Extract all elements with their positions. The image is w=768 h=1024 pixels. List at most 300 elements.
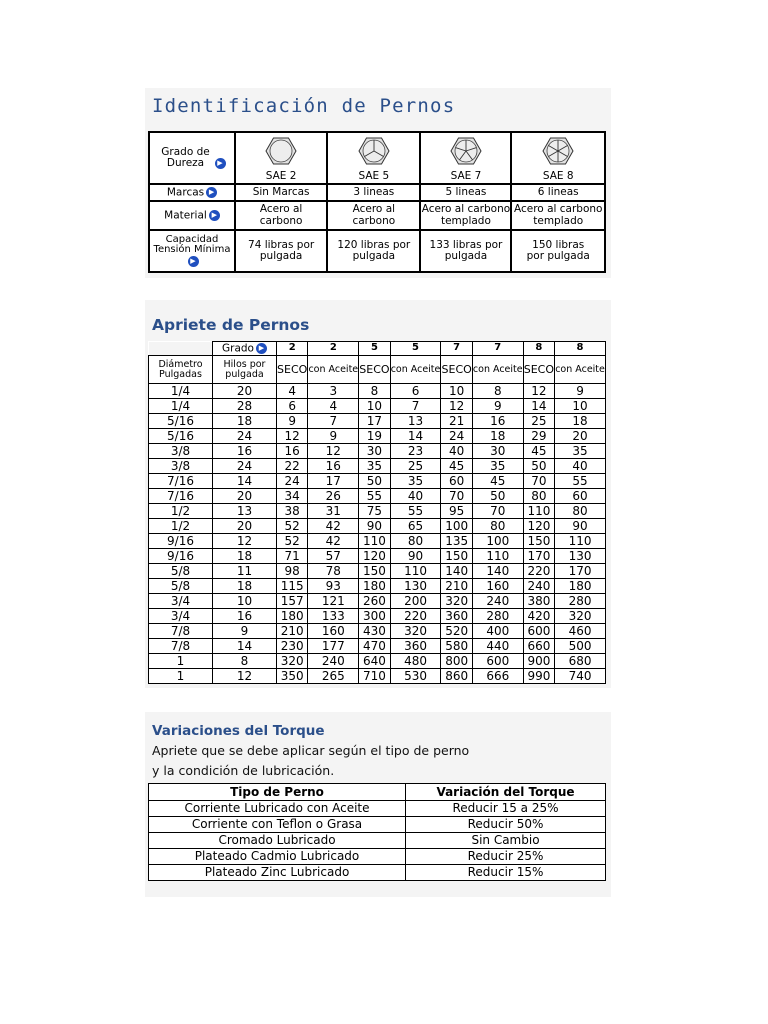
condition-header-cell: SECO — [359, 356, 390, 384]
table-cell: Reducir 50% — [406, 817, 606, 833]
table-cell: 10 — [213, 594, 277, 609]
table-cell: 80 — [555, 504, 606, 519]
table-cell: Plateado Zinc Lubricado — [149, 865, 406, 881]
table-cell: 55 — [390, 504, 441, 519]
table-cell: 12 — [523, 384, 554, 399]
table-cell: 10 — [555, 399, 606, 414]
info-icon[interactable]: ▶ — [256, 343, 267, 354]
table-cell: 6 — [277, 399, 308, 414]
info-icon[interactable]: ▶ — [215, 158, 226, 169]
table-cell: 110 — [472, 549, 523, 564]
table-cell: 42 — [308, 519, 359, 534]
cell-capacity: 120 libras por pulgada — [327, 230, 420, 272]
table-cell: 460 — [555, 624, 606, 639]
table-cell: 14 — [523, 399, 554, 414]
table-row — [149, 817, 606, 833]
table-cell: 360 — [441, 609, 472, 624]
grade-header-cell: 8 — [555, 342, 606, 356]
table-cell: 5/8 — [149, 564, 213, 579]
bolt-head-icon — [539, 134, 577, 168]
bolt-head-icon — [447, 134, 485, 168]
cell-grade: SAE 5 — [327, 132, 420, 184]
table-cell: 24 — [213, 429, 277, 444]
table-cell: 8 — [472, 384, 523, 399]
table-cell: 680 — [555, 654, 606, 669]
label-material: Material ▶ — [149, 201, 235, 230]
grade-header-cell: 2 — [277, 342, 308, 356]
table-cell: 24 — [441, 429, 472, 444]
table-cell: 35 — [555, 444, 606, 459]
table-cell: 21 — [441, 414, 472, 429]
row-grado — [149, 132, 605, 184]
table-row — [149, 849, 606, 865]
table-cell: 530 — [390, 669, 441, 684]
table-cell: 17 — [359, 414, 390, 429]
table-cell: 34 — [277, 489, 308, 504]
table-cell: 220 — [390, 609, 441, 624]
table-cell: 220 — [523, 564, 554, 579]
table-cell: 990 — [523, 669, 554, 684]
table-cell: 170 — [523, 549, 554, 564]
table-cell: 660 — [523, 639, 554, 654]
table-cell: 140 — [472, 564, 523, 579]
table-cell: 40 — [555, 459, 606, 474]
title-apriete: Apriete de Pernos — [152, 316, 310, 334]
table-cell: 150 — [441, 549, 472, 564]
table-cell: 160 — [472, 579, 523, 594]
table-cell: 480 — [390, 654, 441, 669]
table-cell: 1/2 — [149, 519, 213, 534]
table-cell: 900 — [523, 654, 554, 669]
table-cell: 5/8 — [149, 579, 213, 594]
table-row — [149, 639, 606, 654]
table-variaciones — [148, 783, 606, 881]
table-cell: 18 — [472, 429, 523, 444]
table-cell: 18 — [213, 549, 277, 564]
table-row — [149, 399, 606, 414]
table-cell: 55 — [555, 474, 606, 489]
grade-header-cell: 2 — [308, 342, 359, 356]
table-row — [149, 833, 606, 849]
table-cell: 22 — [277, 459, 308, 474]
table-cell: 98 — [277, 564, 308, 579]
table-cell: 150 — [359, 564, 390, 579]
cell-grade: SAE 8 — [511, 132, 605, 184]
table-cell: 130 — [390, 579, 441, 594]
cell-marks: Sin Marcas — [235, 184, 327, 201]
table-cell: 130 — [555, 549, 606, 564]
table-cell: 29 — [523, 429, 554, 444]
table-cell: 860 — [441, 669, 472, 684]
table-cell: 177 — [308, 639, 359, 654]
blank-cell — [149, 342, 213, 356]
cell-material: Acero al carbono templado — [420, 201, 511, 230]
table-cell: 600 — [472, 654, 523, 669]
table-cell: 4 — [277, 384, 308, 399]
subtitle-line2: y la condición de lubricación. — [152, 763, 335, 778]
table-cell: 20 — [213, 519, 277, 534]
table-cell: 10 — [441, 384, 472, 399]
table-cell: 5/16 — [149, 429, 213, 444]
row-capacidad — [149, 230, 605, 272]
row-grades — [149, 342, 606, 356]
table-cell: 157 — [277, 594, 308, 609]
table-cell: 12 — [213, 669, 277, 684]
table-row — [149, 519, 606, 534]
table-cell: 135 — [441, 534, 472, 549]
table-cell: Reducir 15 a 25% — [406, 801, 606, 817]
table-cell: 420 — [523, 609, 554, 624]
table-cell: 210 — [277, 624, 308, 639]
table-row — [149, 459, 606, 474]
table-cell: 17 — [308, 474, 359, 489]
table-cell: 90 — [390, 549, 441, 564]
condition-header-cell: con Aceite — [472, 356, 523, 384]
table-cell: 93 — [308, 579, 359, 594]
table-row — [149, 474, 606, 489]
table-cell: 470 — [359, 639, 390, 654]
table-cell: 70 — [441, 489, 472, 504]
table-cell: 11 — [213, 564, 277, 579]
table-cell: 500 — [555, 639, 606, 654]
table-cell: Sin Cambio — [406, 833, 606, 849]
table-cell: 16 — [213, 609, 277, 624]
table-cell: 25 — [523, 414, 554, 429]
table-cell: 260 — [359, 594, 390, 609]
table-cell: 26 — [308, 489, 359, 504]
table-cell: 42 — [308, 534, 359, 549]
table-cell: 95 — [441, 504, 472, 519]
table-cell: 180 — [277, 609, 308, 624]
table-cell: 120 — [523, 519, 554, 534]
table-cell: 121 — [308, 594, 359, 609]
condition-header-cell: con Aceite — [555, 356, 606, 384]
table-cell: 200 — [390, 594, 441, 609]
table-cell: 280 — [555, 594, 606, 609]
table-cell: 8 — [359, 384, 390, 399]
table-apriete — [148, 341, 606, 684]
table-cell: 75 — [359, 504, 390, 519]
table-cell: 110 — [555, 534, 606, 549]
table-cell: 80 — [472, 519, 523, 534]
table-cell: 150 — [523, 534, 554, 549]
cell-capacity: 133 libras por pulgada — [420, 230, 511, 272]
table-cell: 3/4 — [149, 609, 213, 624]
table-cell: 60 — [441, 474, 472, 489]
label-grado: Grado de Dureza ▶ — [149, 132, 235, 184]
table-cell: 90 — [555, 519, 606, 534]
table-row — [149, 669, 606, 684]
table-cell: Reducir 25% — [406, 849, 606, 865]
cell-marks: 6 lineas — [511, 184, 605, 201]
condition-header-cell: SECO — [441, 356, 472, 384]
header-hilos: Hilos por pulgada — [213, 356, 277, 384]
table-cell: 4 — [308, 399, 359, 414]
label-marcas: Marcas ▶ — [149, 184, 235, 201]
table-cell: Corriente con Teflon o Grasa — [149, 817, 406, 833]
table-cell: 18 — [213, 579, 277, 594]
table-cell: 133 — [308, 609, 359, 624]
table-cell: 140 — [441, 564, 472, 579]
table-row — [149, 624, 606, 639]
table-row — [149, 504, 606, 519]
table-cell: 350 — [277, 669, 308, 684]
row-headers — [149, 784, 606, 801]
table-cell: 12 — [308, 444, 359, 459]
table-cell: 40 — [441, 444, 472, 459]
table-cell: 38 — [277, 504, 308, 519]
table-cell: 100 — [472, 534, 523, 549]
table-cell: 70 — [523, 474, 554, 489]
table-cell: 45 — [523, 444, 554, 459]
table-row — [149, 564, 606, 579]
grade-header-cell: 5 — [390, 342, 441, 356]
table-cell: 7/8 — [149, 639, 213, 654]
table-cell: 3/8 — [149, 459, 213, 474]
info-icon[interactable]: ▶ — [209, 210, 220, 221]
table-cell: 60 — [555, 489, 606, 504]
table-cell: 360 — [390, 639, 441, 654]
table-row — [149, 444, 606, 459]
table-cell: 110 — [359, 534, 390, 549]
cell-material: Acero al carbono — [327, 201, 420, 230]
table-cell: 180 — [555, 579, 606, 594]
table-cell: 24 — [277, 474, 308, 489]
header-variacion: Variación del Torque — [406, 784, 606, 801]
cell-capacity: 150 libras por pulgada — [511, 230, 605, 272]
table-cell: 5/16 — [149, 414, 213, 429]
table-cell: 1/2 — [149, 504, 213, 519]
table-cell: 18 — [555, 414, 606, 429]
cell-marks: 3 lineas — [327, 184, 420, 201]
table-cell: 120 — [359, 549, 390, 564]
table-cell: 7 — [308, 414, 359, 429]
table-cell: 80 — [390, 534, 441, 549]
grade-header-cell: 7 — [441, 342, 472, 356]
table-cell: 13 — [390, 414, 441, 429]
table-cell: 30 — [472, 444, 523, 459]
table-cell: 16 — [472, 414, 523, 429]
table-cell: 110 — [523, 504, 554, 519]
table-row — [149, 549, 606, 564]
table-cell: 18 — [213, 414, 277, 429]
table-cell: 180 — [359, 579, 390, 594]
table-cell: 115 — [277, 579, 308, 594]
table-cell: 7/16 — [149, 489, 213, 504]
table-cell: 320 — [555, 609, 606, 624]
table-cell: 35 — [472, 459, 523, 474]
table-cell: 45 — [441, 459, 472, 474]
table-row — [149, 801, 606, 817]
table-cell: 9 — [213, 624, 277, 639]
table-cell: 520 — [441, 624, 472, 639]
table-cell: 320 — [390, 624, 441, 639]
cell-grade: SAE 2 — [235, 132, 327, 184]
table-cell: 9/16 — [149, 549, 213, 564]
table-cell: 6 — [390, 384, 441, 399]
table-cell: 14 — [213, 474, 277, 489]
table-cell: 640 — [359, 654, 390, 669]
table-cell: 9 — [472, 399, 523, 414]
grado-label-cell: Grado ▶ — [213, 342, 277, 356]
table-cell: 9 — [308, 429, 359, 444]
bolt-head-icon — [355, 134, 393, 168]
table-cell: 600 — [523, 624, 554, 639]
table-cell: 52 — [277, 519, 308, 534]
header-tipo: Tipo de Perno — [149, 784, 406, 801]
table-row — [149, 429, 606, 444]
cell-capacity: 74 libras por pulgada — [235, 230, 327, 272]
table-cell: 240 — [308, 654, 359, 669]
table-cell: 800 — [441, 654, 472, 669]
table-cell: 50 — [523, 459, 554, 474]
table-cell: 55 — [359, 489, 390, 504]
table-cell: 24 — [213, 459, 277, 474]
table-cell: 20 — [213, 489, 277, 504]
row-marcas — [149, 184, 605, 201]
table-cell: Cromado Lubricado — [149, 833, 406, 849]
condition-header-cell: con Aceite — [390, 356, 441, 384]
cell-material: Acero al carbono templado — [511, 201, 605, 230]
title-identificacion: Identificación de Pernos — [152, 95, 456, 117]
label-capacidad: Capacidad Tensión Mínima ▶ — [149, 230, 235, 272]
table-row — [149, 865, 606, 881]
table-cell: 666 — [472, 669, 523, 684]
table-cell: 7 — [390, 399, 441, 414]
table-cell: 50 — [472, 489, 523, 504]
table-cell: 71 — [277, 549, 308, 564]
table-cell: 300 — [359, 609, 390, 624]
table-cell: 12 — [213, 534, 277, 549]
table-row — [149, 534, 606, 549]
table-cell: 9 — [277, 414, 308, 429]
row-conditions — [149, 356, 606, 384]
table-cell: 1/4 — [149, 399, 213, 414]
table-cell: 28 — [213, 399, 277, 414]
table-cell: 10 — [359, 399, 390, 414]
table-cell: 240 — [472, 594, 523, 609]
table-cell: 35 — [359, 459, 390, 474]
table-cell: 710 — [359, 669, 390, 684]
table-cell: 3/4 — [149, 594, 213, 609]
table-identificacion — [148, 131, 606, 273]
table-cell: Corriente Lubricado con Aceite — [149, 801, 406, 817]
info-icon[interactable]: ▶ — [206, 187, 217, 198]
grade-header-cell: 5 — [359, 342, 390, 356]
table-cell: 440 — [472, 639, 523, 654]
condition-header-cell: con Aceite — [308, 356, 359, 384]
table-cell: 160 — [308, 624, 359, 639]
table-cell: 19 — [359, 429, 390, 444]
info-icon[interactable]: ▶ — [188, 256, 199, 267]
table-cell: 7/16 — [149, 474, 213, 489]
table-cell: 3 — [308, 384, 359, 399]
grade-header-cell: 7 — [472, 342, 523, 356]
table-cell: 78 — [308, 564, 359, 579]
title-variaciones: Variaciones del Torque — [152, 723, 325, 739]
table-row — [149, 384, 606, 399]
table-cell: 265 — [308, 669, 359, 684]
table-cell: 14 — [390, 429, 441, 444]
cell-marks: 5 lineas — [420, 184, 511, 201]
table-cell: 320 — [441, 594, 472, 609]
table-cell: 1 — [149, 669, 213, 684]
table-cell: 70 — [472, 504, 523, 519]
table-cell: 90 — [359, 519, 390, 534]
table-cell: 280 — [472, 609, 523, 624]
condition-header-cell: SECO — [523, 356, 554, 384]
table-cell: 580 — [441, 639, 472, 654]
table-row — [149, 594, 606, 609]
table-cell: 65 — [390, 519, 441, 534]
table-cell: 230 — [277, 639, 308, 654]
table-cell: 50 — [359, 474, 390, 489]
table-cell: 8 — [213, 654, 277, 669]
table-cell: 20 — [555, 429, 606, 444]
table-cell: 20 — [213, 384, 277, 399]
bolt-head-icon — [262, 134, 300, 168]
table-cell: 400 — [472, 624, 523, 639]
table-cell: 3/8 — [149, 444, 213, 459]
table-cell: Plateado Cadmio Lubricado — [149, 849, 406, 865]
table-cell: 210 — [441, 579, 472, 594]
table-cell: 9/16 — [149, 534, 213, 549]
table-row — [149, 489, 606, 504]
table-row — [149, 579, 606, 594]
table-cell: 240 — [523, 579, 554, 594]
table-cell: 23 — [390, 444, 441, 459]
table-cell: 1 — [149, 654, 213, 669]
table-cell: 430 — [359, 624, 390, 639]
table-cell: 110 — [390, 564, 441, 579]
table-cell: 16 — [213, 444, 277, 459]
table-cell: 320 — [277, 654, 308, 669]
table-cell: 16 — [277, 444, 308, 459]
table-cell: 45 — [472, 474, 523, 489]
table-cell: 57 — [308, 549, 359, 564]
table-cell: 31 — [308, 504, 359, 519]
table-cell: 12 — [277, 429, 308, 444]
grade-header-cell: 8 — [523, 342, 554, 356]
cell-grade: SAE 7 — [420, 132, 511, 184]
table-cell: 14 — [213, 639, 277, 654]
condition-header-cell: SECO — [277, 356, 308, 384]
table-cell: 740 — [555, 669, 606, 684]
table-cell: 40 — [390, 489, 441, 504]
table-cell: 12 — [441, 399, 472, 414]
table-cell: 9 — [555, 384, 606, 399]
subtitle-line1: Apriete que se debe aplicar según el tipo de perno — [152, 743, 470, 758]
table-cell: 52 — [277, 534, 308, 549]
table-cell: 13 — [213, 504, 277, 519]
table-cell: 380 — [523, 594, 554, 609]
table-cell: 30 — [359, 444, 390, 459]
table-row — [149, 414, 606, 429]
table-cell: 80 — [523, 489, 554, 504]
table-row — [149, 654, 606, 669]
table-cell: Reducir 15% — [406, 865, 606, 881]
table-cell: 7/8 — [149, 624, 213, 639]
header-diametro: Diámetro Pulgadas — [149, 356, 213, 384]
table-cell: 1/4 — [149, 384, 213, 399]
table-cell: 16 — [308, 459, 359, 474]
row-material — [149, 201, 605, 230]
table-cell: 35 — [390, 474, 441, 489]
table-cell: 170 — [555, 564, 606, 579]
cell-material: Acero al carbono — [235, 201, 327, 230]
table-cell: 100 — [441, 519, 472, 534]
table-cell: 25 — [390, 459, 441, 474]
